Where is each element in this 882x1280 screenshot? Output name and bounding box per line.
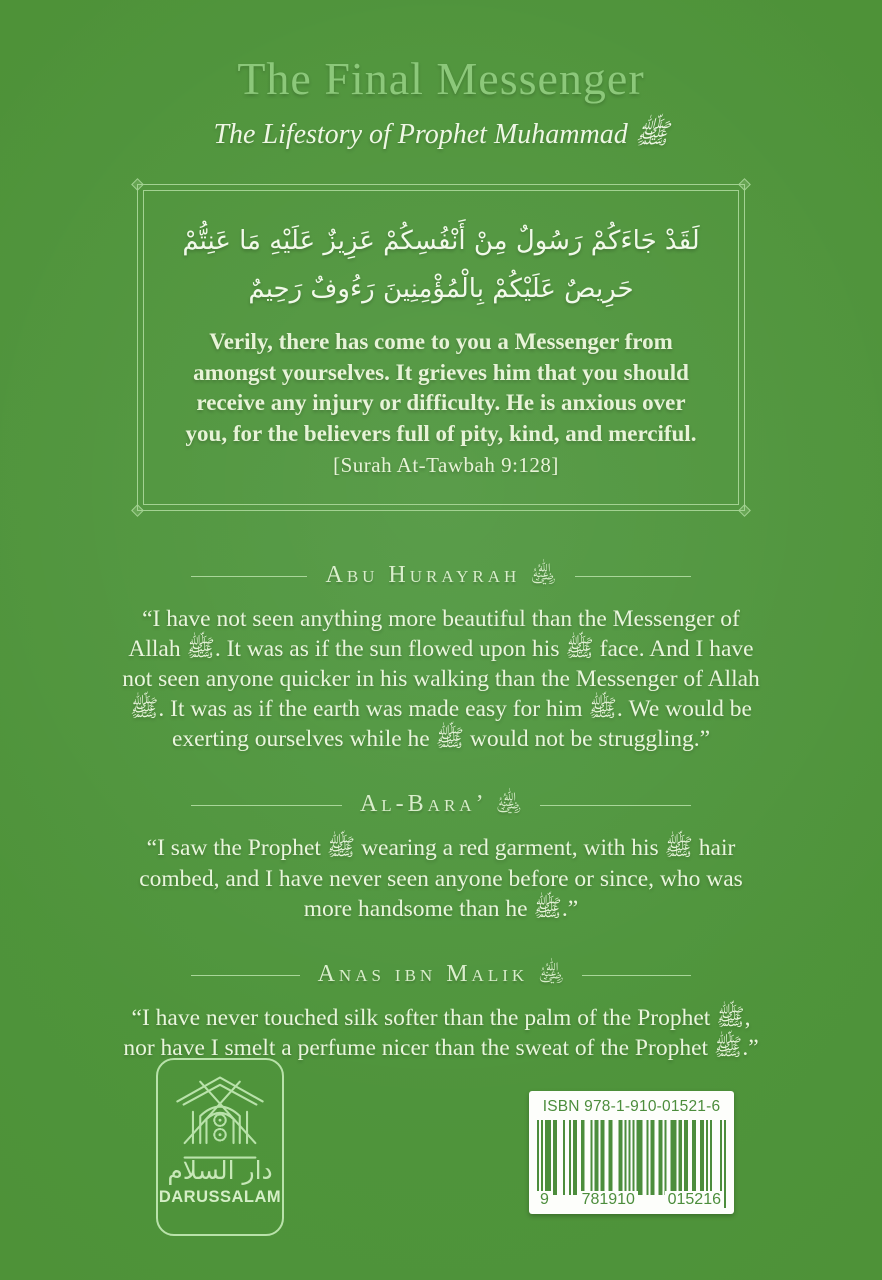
section-quote: “I have never touched silk softer than the palm of the Prophet ﷺ, nor have I smelt a perfume nicer than the sweat of the Prophet ﷺ.” — [123, 1004, 759, 1061]
section-heading: Anas ibn Malik ﵁ — [191, 958, 691, 993]
footer — [0, 1058, 882, 1236]
logo-wordmark: DARUSSALAM — [158, 1188, 282, 1206]
section-al-bara — [0, 788, 882, 923]
verse-box-corner-ornament — [738, 178, 751, 191]
quran-rehal-emblem-icon — [168, 1068, 272, 1164]
verse-translation-text: Verily, there has come to you a Messenger from amongst yourselves. It grieves him that you should receive any injury or difficulty. He is anxious over you, for the believers full of pity, kind, and merciful. — [185, 329, 697, 446]
book-subtitle: The Lifestory of Prophet Muhammad ﷺ — [213, 119, 669, 150]
publisher-logo — [156, 1058, 284, 1236]
verse-box-inner — [143, 190, 739, 505]
verse-box-corner-ornament — [738, 504, 751, 517]
isbn-label: ISBN 978-1-910-01521-6 — [542, 1098, 721, 1115]
arabic-verse-line-1: لَقَدْ جَاءَكُمْ رَسُولٌ مِنْ أَنْفُسِكُمْ عَزِيزٌ عَلَيْهِ مَا عَنِتُّمْ — [182, 226, 700, 256]
isbn-barcode — [529, 1091, 734, 1214]
arabic-verse-line-2: حَرِيصٌ عَلَيْكُمْ بِالْمُؤْمِنِينَ رَءُوفٌ رَحِيمٌ — [248, 274, 634, 305]
barcode-bars — [537, 1120, 726, 1208]
verse-citation: [Surah At-Tawbah 9:128] — [333, 452, 559, 477]
verse-translation — [176, 327, 706, 480]
book-title: The Final Messenger — [237, 53, 645, 104]
barcode-number: 9 781910 015216 — [537, 1191, 724, 1208]
section-quote: “I have not seen anything more beautiful than the Messenger of Allah ﷺ. It was as if the sun flowed upon his ﷺ face. And I have not seen anyone quicker in his walking than the Messenger of Allah ﷺ. It was as if the earth was made easy for him ﷺ. We would be exerting ourselves while he ﷺ would not be struggling.” — [122, 606, 760, 753]
logo-arabic-calligraphy: دار السلام — [167, 1156, 273, 1185]
section-heading: Al-Bara’ ﵁ — [191, 788, 691, 823]
section-heading: Abu Hurayrah ﵁ — [191, 559, 691, 594]
verse-box-corner-ornament — [131, 178, 144, 191]
verse-box — [137, 184, 745, 511]
section-anas-ibn-malik — [0, 958, 882, 1063]
verse-box-corner-ornament — [131, 504, 144, 517]
section-quote: “I saw the Prophet ﷺ wearing a red garment, with his ﷺ hair combed, and I have never seen anyone before or since, who was more handsome than he ﷺ.” — [139, 835, 743, 922]
section-abu-hurayrah — [0, 559, 882, 754]
